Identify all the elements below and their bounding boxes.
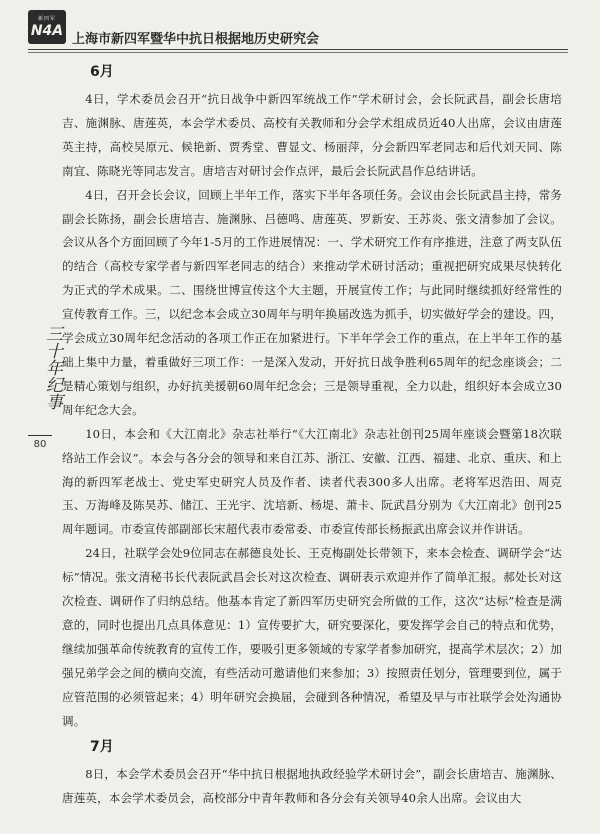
logo-main-text: N4A — [30, 22, 64, 39]
calligraphy-title: 三十年纪事 — [42, 325, 62, 410]
paragraph: 24日，社联学会处9位同志在郝德良处长、王克梅副处长带领下，来本会检查、调研学会“达标”情况。张文清秘书长代表阮武昌会长对这次检查、调研表示欢迎并作了简单汇报。郝处长对这次检查、调研作了归纳总结。他基本肯定了新四军历史研究会所做的工作，这次“达标”检查是满意的，同时也提出几点具体意见：1）宣传要扩大，研究要深化，要发挥学会自己的特点和优势，继续加强革命传统教育的宣传工作，要吸引更多领域的专家学者参加研究，提高学术层次；2）加强兄弟学会之间的横向交流，有些活动可邀请他们来参加；3）按照责任划分，管理要到位，属于应管范围的必须管起来；4）明年研究会换届，会碰到各种情况，希望及早与市社联学会处沟通协调。 — [62, 546, 562, 728]
body-text — [62, 62, 562, 811]
page-number: 80 — [33, 439, 47, 450]
page-number-rule — [28, 435, 52, 436]
n4a-logo — [28, 10, 66, 44]
header-rule-thin — [28, 52, 568, 53]
month-heading-june: 6月 — [90, 64, 114, 80]
paragraph: 10日，本会和《大江南北》杂志社举行“《大江南北》杂志社创刊25周年座谈会暨第18次联络站工作会议”。本会与各分会的领导和来自江苏、浙江、安徽、江西、福建、北京、重庆、和上海的新四军老战士、党史军史研究人员及作者、读者代表300多人出席。老将军迟浩田、周克玉、万海峰及陈昊苏、储江、王光宇、沈培新、杨堤、萧卡、阮武昌分别为《大江南北》创刊25周年题词。市委宣传部副部长宋超代表市委常委、市委宣传部长杨振武出席会议并作讲话。 — [62, 426, 562, 537]
paragraph: 8日，本会学术委员会召开“华中抗日根据地执政经验学术研讨会”，副会长唐培吉、施渊脉、唐莲英，本会学术委员会，高校部分中青年教师和各分会有关领导40余人出席。会议由大 — [62, 767, 562, 806]
paragraph: 4日，学术委员会召开“抗日战争中新四军统战工作”学术研讨会，会长阮武昌，副会长唐培吉、施渊脉、唐莲英，本会学术委员、高校有关教师和分会学术组成员近40人出席，会议由唐莲英主持，高校吴原元、候艳新、贾秀堂、曹显文、杨丽萍，分会新四军老同志和后代刘天同、陈南宜、陈晓光等同志发言。唐培吉对研讨会作点评，最后会长阮武昌作总结讲话。 — [62, 92, 562, 178]
paragraph: 4日，召开会长会议，回顾上半年工作，落实下半年各项任务。会议由会长阮武昌主持，常务副会长陈扬，副会长唐培吉、施渊脉、吕德鸣、唐莲英、罗新安、王苏炎、张文清参加了会议。会议从各个方面回顾了今年1-5月的工作进展情况：一、学术研究工作有序推进，注意了两支队伍的结合（高校专家学者与新四军老同志的结合）来推动学术研讨活动；重视把研究成果尽快转化为正式的学术成果。二、围绕世博宣传这个大主题，开展宣传工作；与此同时继续抓好经常性的宣传教育工作。三，以纪念本会成立30周年与明年换届改选为抓手，切实做好学会的建设。四，学会成立30周年纪念活动的各项工作正在加紧进行。下半年学会工作的重点，在上半年工作的基础上集中力量，着重做好三项工作：一是深入发动，开好抗日战争胜利65周年的纪念座谈会；二是精心策划与组织，办好抗美援朝60周年纪念会；三是领导重视，全力以赴，组织好本会成立30周年纪念大会。 — [62, 187, 562, 417]
organization-title: 上海市新四军暨华中抗日根据地历史研究会 — [72, 32, 320, 47]
month-heading-july: 7月 — [90, 739, 114, 756]
page-header — [18, 8, 578, 56]
header-rule — [28, 49, 568, 50]
margin-decoration — [20, 325, 64, 475]
logo-top-text: 新四军 — [37, 15, 56, 22]
